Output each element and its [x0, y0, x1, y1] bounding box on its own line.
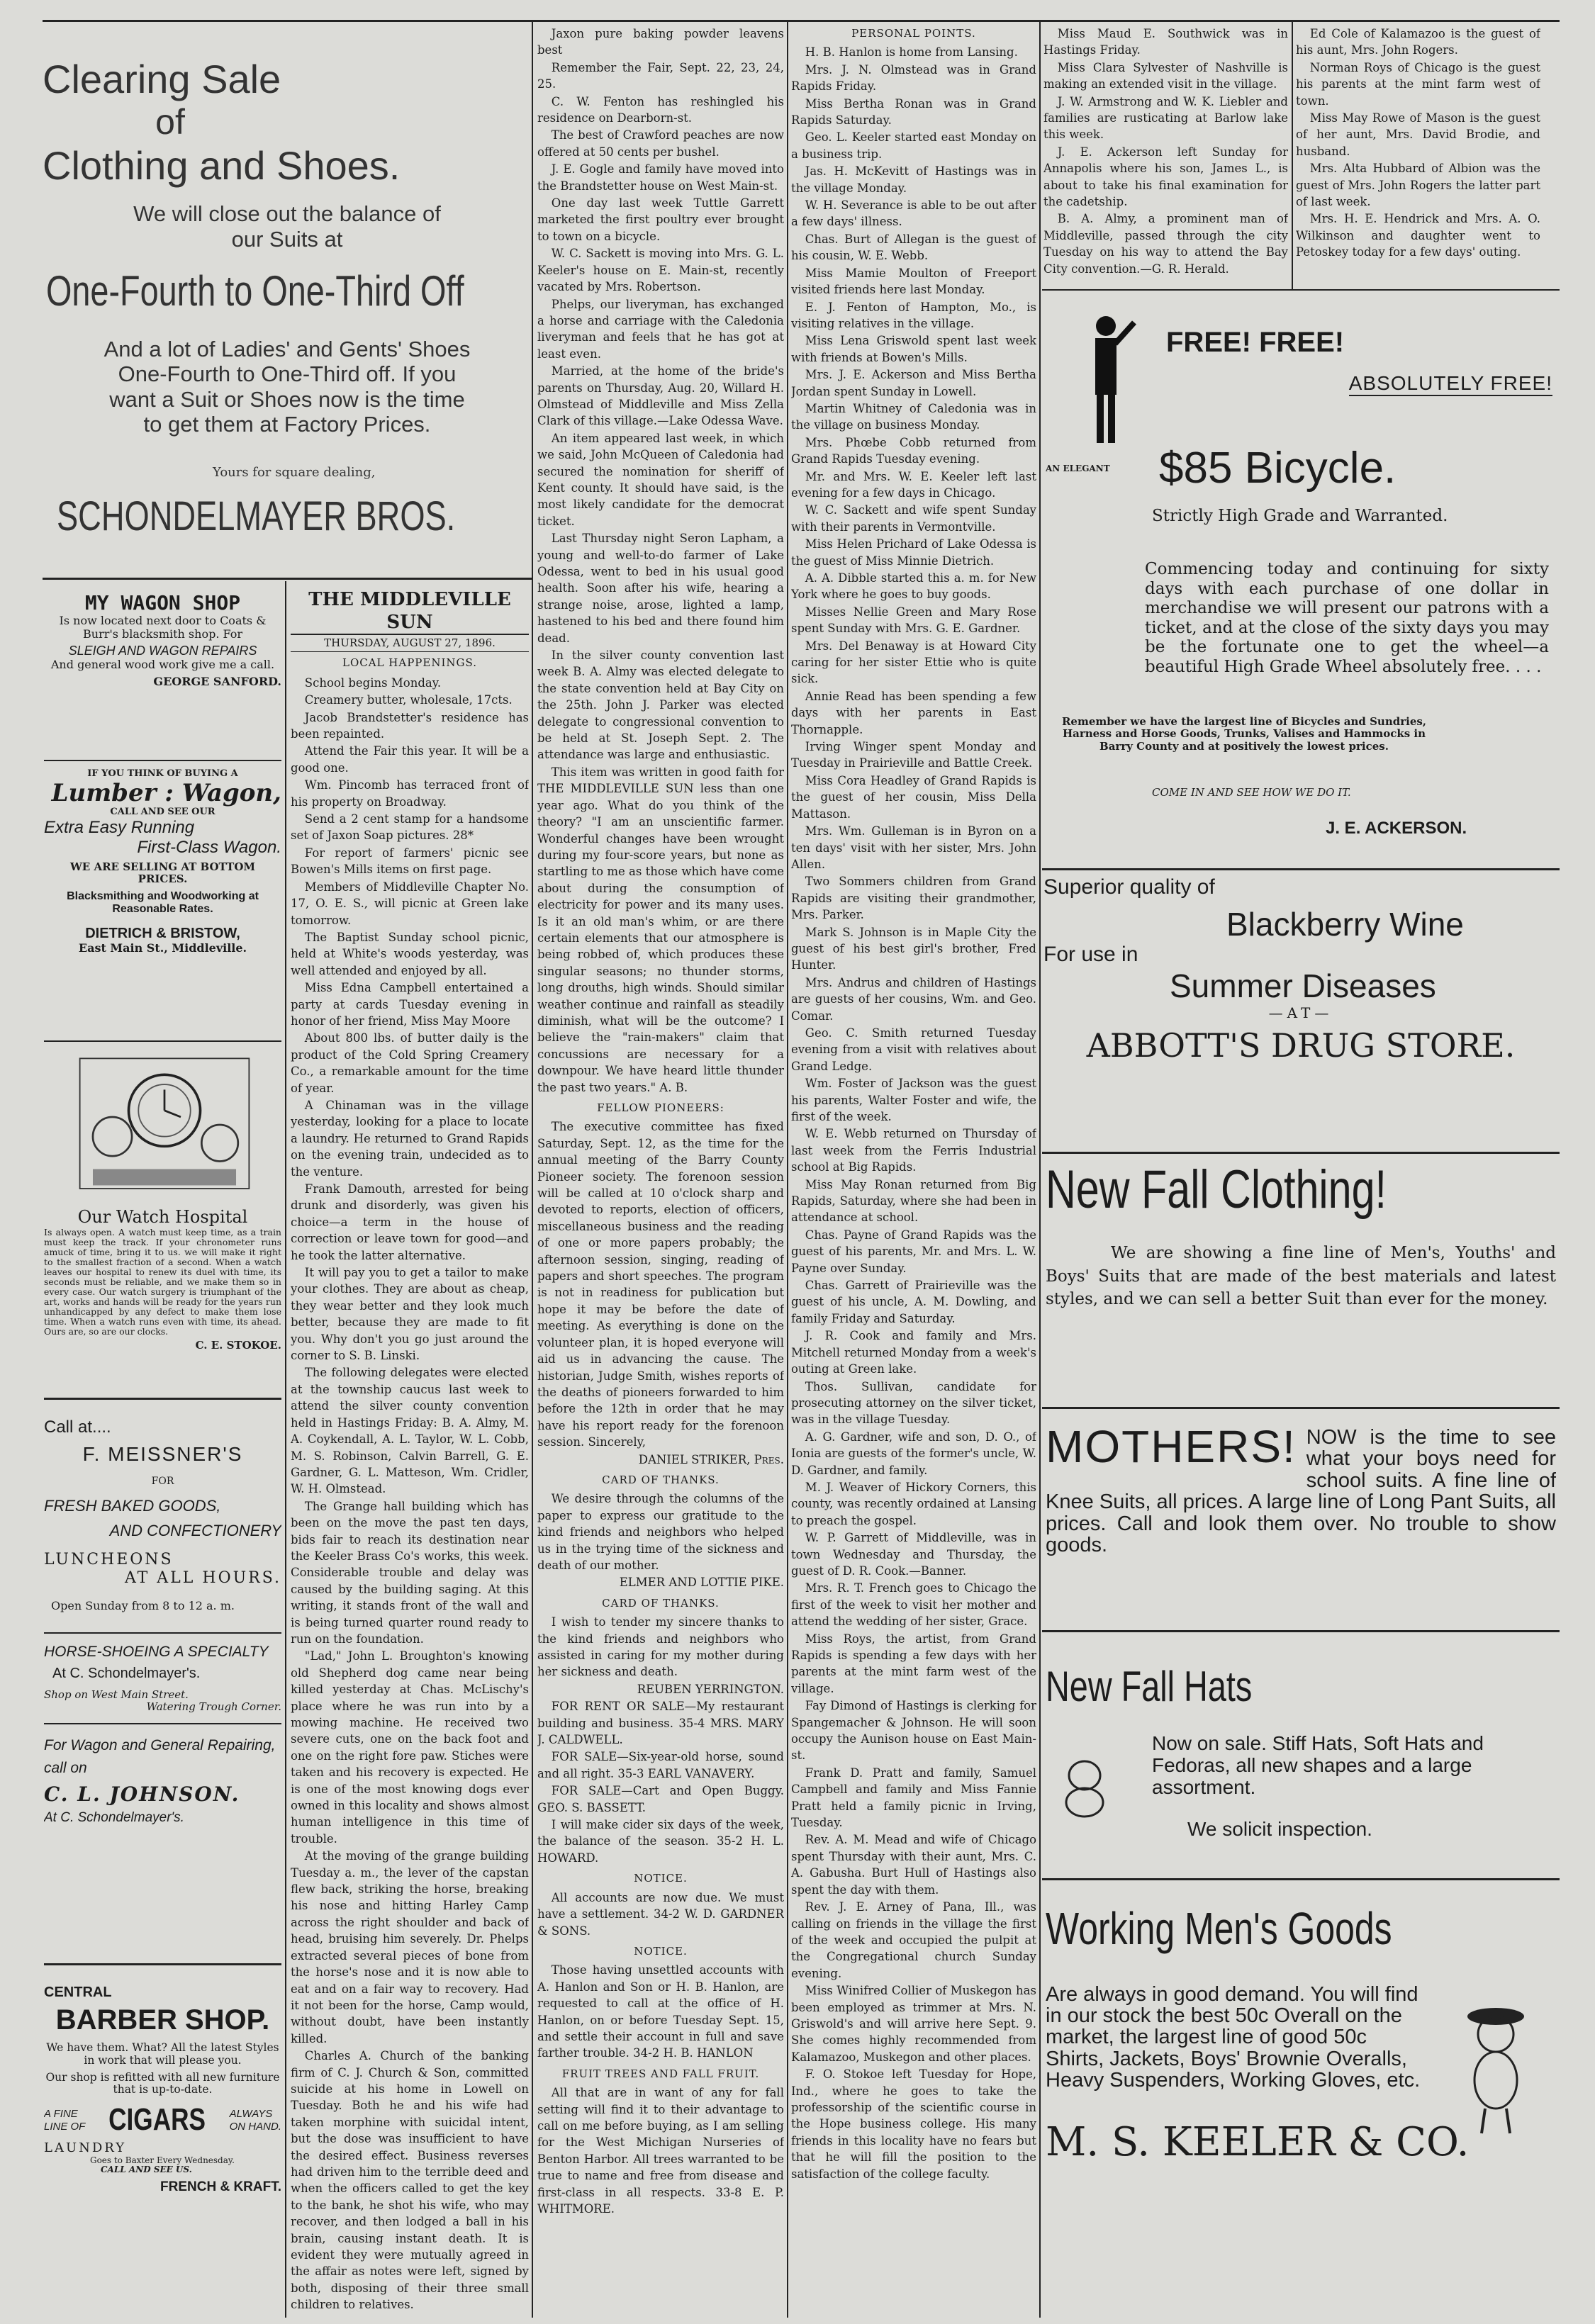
news-item: A Chinaman was in the village yesterday, looking for a place to locate a laundry. He returned to Grand Rapids on the evening train, undecided as to the venture. [291, 1098, 529, 1179]
ad-text: FOR [151, 1475, 174, 1487]
column-divider [1039, 21, 1041, 2318]
ad-text: CALL AND SEE OUR [110, 807, 216, 818]
personal-points-column [791, 26, 1036, 2318]
ad-text: Shop on West Main Street. [44, 1688, 189, 1701]
news-item: Miss Maud E. Southwick was in Hastings Friday. [1043, 27, 1288, 57]
ad-text: East Main St., Middleville. [78, 941, 247, 955]
section-rule [1042, 289, 1560, 291]
ad-signature: SCHONDELMAYER BROS. [57, 493, 456, 539]
ad-headline: Our Watch Hospital [77, 1207, 248, 1227]
fall-hats-ad [1046, 1648, 1556, 1868]
news-item: Those having unsettled accounts with A. Hanlon and Son or H. B. Hanlon, are requested to call at the office of H. Hanlon, on or before Tuesday Sept. 15, and settle their account in full and save farther trouble. 34-2 H. B. HANLON [537, 1963, 784, 2060]
ad-headline: CIGARS [108, 2102, 206, 2138]
ad-text: Strictly High Grade and Warranted. [1152, 507, 1448, 525]
ad-text: Goes to Baxter Every Wednesday. [90, 2155, 235, 2165]
ad-headline: Working Men's Goods [1046, 1903, 1392, 1954]
news-item: Wm. Foster of Jackson was the guest his parents, Walter Foster and wife, the first of the week. [791, 1077, 1036, 1123]
ad-text: AT ALL HOURS. [124, 1568, 281, 1587]
news-item: About 800 lbs. of butter daily is the product of the Cold Spring Creamery Co., a remarkable amount for the time of year. [291, 1031, 529, 1095]
section-rule [1042, 1152, 1560, 1154]
ad-headline: New Fall Hats [1046, 1663, 1253, 1710]
local-happenings-column [291, 588, 529, 2318]
ad-signature: C. E. STOKOE. [195, 1338, 281, 1352]
news-items-list [1043, 26, 1288, 277]
news-item: FOR RENT OR SALE—My restaurant building and business. 35-4 MRS. MARY J. CALDWELL. [537, 1700, 784, 1747]
item-heading: FELLOW PIONEERS: [597, 1101, 724, 1114]
item-signature: ELMER AND LOTTIE PIKE. [619, 1576, 784, 1590]
column-divider [285, 581, 286, 2318]
masthead-title: THE MIDDLEVILLE SUN [308, 589, 511, 633]
news-items-list [537, 26, 784, 2217]
news-item: C. W. Fenton has reshingled his residence on Dearborn-st. [537, 94, 784, 125]
bicycle-ad [1046, 301, 1556, 861]
news-item: Thos. Sullivan, candidate for prosecuting attorney on the silver ticket, was in the village Tuesday. [791, 1379, 1036, 1427]
lumber-wagon-ad [44, 769, 281, 1038]
ad-text: LUNCHEONS [44, 1551, 174, 1569]
ad-headline: FREE! FREE! [1166, 327, 1345, 358]
news-item: For report of farmers' picnic see Bowen's Mills items on first page. [291, 846, 529, 877]
ad-text: Our shop is refitted with all new furniture that is up-to-date. [45, 2070, 280, 2096]
news-item: Charles A. Church of the banking firm of C. J. Church & Son, committed suicide at his home in Lowell on Tuesday. Both he and his wife had taken morphine with suicidal intent, but the dose was insufficient to have the desired effect. Business reverses had driven him to the terrible deed and when the officers called to get the key to the bank, he shot his wife, who may recover, and then lodged a ball in his brain, causing instant death. It is evident they were mutually agreed in the affair as notes were left, signed by both, disposing of their three small children to relatives. [291, 2049, 529, 2312]
news-item: Frank Damouth, arrested for being drunk and disorderly, was given his choice—a term in the house of correction or leave town for good—and he took the latter alternative. [291, 1182, 529, 1262]
personal-items-list [791, 44, 1036, 2182]
section-heading: PERSONAL POINTS. [851, 27, 976, 40]
news-item: School begins Monday. [304, 675, 442, 690]
news-item: Mr. and Mrs. W. E. Keeler left last evening for a few days in Chicago. [791, 469, 1036, 500]
news-item: The Baptist Sunday school picnic, held at White's woods yesterday, was well attended and enjoyed by all. [291, 930, 529, 977]
issue-date: THURSDAY, AUGUST 27, 1896. [291, 634, 529, 652]
news-item: Rev. A. M. Mead and wife of Chicago spent Thursday with their aunt, Mrs. C. A. Gabusha. Burt Hull of Hastings also spent the day with them. [791, 1833, 1036, 1897]
item-heading: FRUIT TREES AND FALL FRUIT. [561, 2067, 760, 2080]
section-rule [43, 578, 532, 580]
ad-text: to get them at Factory Prices. [143, 412, 431, 437]
column-divider [787, 21, 788, 2318]
ad-text: Blacksmithing and Woodworking at Reasonable Rates. [67, 889, 259, 916]
news-item: Miss Edna Campbell entertained a party at cards Tuesday evening in honor of her friend, Miss May Moore [291, 981, 529, 1028]
ad-text: And general wood work give me a call. [50, 657, 275, 671]
news-item: Wm. Pincomb has terraced front of his property on Broadway. [291, 778, 529, 809]
news-column-5 [1043, 26, 1288, 288]
news-item: Send a 2 cent stamp for a handsome set of Jaxon Soap pictures. 28* [291, 812, 529, 843]
news-item: Miss Mamie Moulton of Freeport visited friends here last Monday. [791, 266, 1036, 297]
ad-text: At C. Schondelmayer's. [52, 1665, 201, 1681]
news-item: Frank D. Pratt and family, Samuel Campbell and family and Miss Fannie Pratt held a family picnic in Irving, Tuesday. [791, 1766, 1036, 1830]
ad-headline: ABSOLUTELY FREE! [1349, 372, 1552, 396]
news-item: We desire through the columns of the paper to express our gratitude to the kind friends and neighbors who helped us in the trying time of the sickness and death of our mother. [537, 1492, 784, 1572]
news-item: Miss May Rowe of Mason is the guest of her aunt, Mrs. David Brodie, and husband. [1296, 111, 1540, 158]
ad-signature: DIETRICH & BRISTOW, [85, 926, 240, 942]
ad-text: ALWAYS [229, 2108, 273, 2121]
ad-text: NOW is the time to see what your boys need for school suits. A fine line of Knee Suits, all prices. A large line of Long Pant Suits, all prices. Call and look them over. No trouble to show goods. [1046, 1426, 1556, 1557]
brownie-figure-illustration [1457, 1995, 1535, 2137]
news-item: Phelps, our liveryman, has exchanged a horse and carriage with the Caledonia liveryman and feels that he has got at least even. [537, 297, 784, 361]
news-item: Misses Nellie Green and Mary Rose spent Sunday with Mrs. G. E. Gardner. [791, 605, 1036, 636]
news-item: The Grange hall building which has been on the move the past ten days, bids fair to reach its destination near the Keeler Brass Co's works, this week. Considerable trouble and delay was caused by the building saging. At this writing, it stands front of the wall and is being turned quarter round ready to run on the foundation. [291, 1499, 529, 1646]
mothers-ad [1046, 1421, 1556, 1619]
news-item: H. B. Hanlon is home from Lansing. [805, 45, 1018, 60]
news-item: B. A. Almy, a prominent man of Middleville, passed through the city Tuesday on his way to attend the Bay City convention.—G. R. Herald. [1043, 212, 1288, 276]
ad-text: Is now located next door to Coats & Burr's blacksmith shop. For [59, 614, 267, 641]
ad-text: We are showing a fine line of Men's, Youths' and Boys' Suits that are made of the best materials and latest styles, and we can sell a better Suit than ever for the money. [1046, 1244, 1556, 1308]
ad-text: We have them. What? All the latest Styles in work that will please you. [46, 2041, 279, 2067]
ad-text: want a Suit or Shoes now is the time [109, 386, 465, 412]
news-item: At the moving of the grange building Tuesday a. m., the lever of the capstan flew back, striking the horse, breaking his nose and hitting Harley Camp across the right shoulder and back of head, bruising him severely. Dr. Phelps extracted several pieces of bone from the horse's nose and it is now able to eat and on a fair way to recovery. Had it not been for the horse, Camp would, without doubt, have been instantly killed. [291, 1849, 529, 2045]
news-item: W. E. Webb returned on Thursday of last week from the Ferris Industrial school at Big Rapids. [791, 1127, 1036, 1174]
news-item: Mrs. Alta Hubbard of Albion was the guest of Mrs. John Rogers the latter part of last week. [1296, 162, 1540, 209]
news-items-list [1296, 26, 1540, 261]
ad-rule [44, 1398, 281, 1400]
ad-text: And a lot of Ladies' and Gents' Shoes [103, 336, 471, 361]
clearing-sale-ad [43, 57, 532, 567]
ad-text: Watering Trough Corner. [146, 1700, 281, 1713]
ad-text: —AT— [1268, 1004, 1333, 1021]
ad-text: LAUNDRY [44, 2140, 127, 2155]
news-item: Last Thursday night Seron Lapham, a young and well-to-do farmer of Lake Odessa, went to bed in his usual good health. Soon after his wife, hearing a strange noise, arose, lighted a lamp, hastened to his bed and there found him dead. [537, 532, 784, 645]
section-rule [1042, 1878, 1560, 1880]
ad-headline: Clothing and Shoes. [43, 142, 401, 188]
ad-text: AN ELEGANT [1046, 464, 1110, 473]
news-item: Mrs. J. N. Olmstead was in Grand Rapids Friday. [791, 62, 1036, 94]
section-rule [1042, 1407, 1560, 1409]
news-item: Married, at the home of the bride's parents on Thursday, Aug. 20, Willard H. Olmstead of Middleville and Miss Zella Clark of this village.—Lake Odessa Wave. [537, 364, 784, 428]
news-item: Mrs. Wm. Gulleman is in Byron on a ten days' visit with her sister, Mrs. John Allen. [791, 824, 1036, 871]
ad-text: CALL AND SEE US. [101, 2165, 192, 2175]
news-item: Chas. Burt of Allegan is the guest of his cousin, W. E. Webb. [791, 232, 1036, 263]
news-item: Mrs. H. E. Hendrick and Mrs. A. O. Wilkinson and daughter went to Petoskey today for a few days' outing. [1296, 212, 1540, 259]
ad-text: A FINE [44, 2108, 78, 2121]
ad-headline: Blackberry Wine [1226, 905, 1464, 943]
news-item: Irving Winger spent Monday and Tuesday in Prairieville and Battle Creek. [791, 740, 1036, 770]
news-item: Mrs. J. E. Ackerson and Miss Bertha Jordan spent Sunday in Lowell. [791, 368, 1036, 398]
news-item: W. C. Sackett and wife spent Sunday with their parents in Vermontville. [791, 503, 1036, 534]
news-item: It will pay you to get a tailor to make your clothes. They are about as cheap, they wear better and they look much better, because they are made to fit you. Why don't you go just around the corner to S. B. Linski. [291, 1266, 529, 1363]
news-item: The executive committee has fixed Saturday, Sept. 12, as the time for the annual meeting of the Barry County Pioneer society. The forenoon session will be called at 10 o'clock sharp and devoted to reports, election of officers, miscellaneous business and the reading of one or more papers probably; the afternoon session, singing, reading of papers and short speeches. The program is not in readiness for publication but hope it may be before the date of meeting. As everything is done on the volunteer plan, it is hoped everyone will aid us in advancing the cause. The historian, Judge Smith, wishes reports of the deaths of pioneers forwarded to him before the 12th in order that he may have his report ready for the forenoon session. Sincerely, [537, 1120, 784, 1449]
news-item: Ed Cole of Kalamazoo is the guest of his aunt, Mrs. John Rogers. [1296, 27, 1540, 57]
ad-text: Are always in good demand. You will find in our stock the best 50c Overall on the market, the largest line of good 50c Shirts, Jackets, Boys' Brownie Overalls, Heavy Suspenders, Working Gloves, etc. [1046, 1982, 1421, 2092]
news-item: A. A. Dibble started this a. m. for New York where he goes to buy goods. [791, 571, 1036, 602]
news-item: This item was written in good faith for THE MIDDLEVILLE SUN less than one year ago. What do you think of the theory? "I am an unscientific farmer. Wonderful changes have been wrought during my four-score years, but none as startling to me as those which have come about during the consumption of electricity for power and its many uses. Is it an old man's whim, or are there certain elements that our atmosphere is being robbed of, which produces these singular seasons; no thunder storms, long drouths, high winds. Should similar weather continue and rainfall as steadily diminish, what will be the outcome? I believe the "rain-makers" claim that concussions are necessary for a downpour. We have heard little thunder the past two years." A. B. [537, 765, 784, 1094]
ad-text: Is always open. A watch must keep time, as a train must keep the track. If your chronometer runs amuck of time, bring it to us. we will make it right to the smallest fraction of a second. When a watch leaves our hospital to renew its duel with time, its seconds must be reliable, and we make them so in every case. Our watch surgery is triumphant of the art, works and hands will be ready for the years run unhandicapped by any defect to make them lose time. When a watch runs even with time, its ahead. Ours are, so are our clocks. [44, 1226, 281, 1337]
cigars-line [44, 2102, 281, 2138]
news-item: FOR SALE—Six-year-old horse, sound and all right. 35-3 EARL VANAVERY. [537, 1750, 784, 1780]
news-item: Norman Roys of Chicago is the guest his parents at the mint farm west of town. [1296, 60, 1540, 108]
ad-text: SLEIGH AND WAGON REPAIRS [68, 643, 257, 658]
news-item: Miss Lena Griswold spent last week with friends at Bowen's Mills. [791, 334, 1036, 364]
ad-text: COME IN AND SEE HOW WE DO IT. [1152, 786, 1351, 799]
news-item: Chas. Payne of Grand Rapids was the guest of his parents, Mr. and Mrs. L. W. Payne over Sunday. [791, 1228, 1036, 1275]
section-heading: LOCAL HAPPENINGS. [342, 656, 477, 670]
news-item: Fay Dimond of Hastings is clerking for Spangemacher & Johnson. He will soon occupy the Aunison house on East Main-st. [791, 1699, 1036, 1763]
news-item: The best of Crawford peaches are now offered at 50 cents per bushel. [537, 128, 784, 159]
ad-text: Now on sale. Stiff Hats, Soft Hats and Fedoras, all new shapes and a large assortment. [1152, 1732, 1484, 1798]
ad-text: Yours for square dealing, [213, 465, 376, 481]
ad-headline: $85 Bicycle. [1159, 444, 1397, 493]
news-item: W. C. Sackett is moving into Mrs. G. L. Keeler's house on E. Main-st, recently vacated by Mrs. Robertson. [537, 247, 784, 294]
item-heading: NOTICE. [634, 1944, 688, 1958]
news-item: Jaxon pure baking powder leavens best [537, 27, 784, 57]
ad-text: CENTRAL [44, 1985, 112, 2000]
news-item: J. E. Ackerson left Sunday for Annapolis where his son, James L., is about to take his final examination for the cadetship. [1043, 145, 1288, 209]
ad-rule [44, 1963, 281, 1965]
item-signature: DANIEL STRIKER, Pres. [638, 1452, 784, 1466]
item-heading: CARD OF THANKS. [602, 1473, 720, 1486]
news-item: The following delegates were elected at the township caucus last week to attend the silver county convention held in Hastings Friday: B. A. Almy, M. A. Coykendall, A. L. Taylor, W. L. Cobb, M. S. Robinson, Calvin Barrell, G. E. Gardner, G. L. Matteson, Wm. Cridler, W. H. Olmstead. [291, 1366, 529, 1496]
top-rule [43, 20, 1560, 22]
ad-text: IF YOU THINK OF BUYING A [87, 769, 238, 779]
news-item: Miss Clara Sylvester of Nashville is making an extended visit in the village. [1043, 60, 1288, 91]
news-item: Annie Read has been spending a few days with her parents in East Thornapple. [791, 689, 1036, 736]
column-divider [532, 21, 533, 2318]
dog-illustration [1060, 1754, 1109, 1818]
ad-text: ON HAND. [229, 2120, 281, 2133]
news-item: Geo. C. Smith returned Tuesday evening from a visit with relatives about Grand Ledge. [791, 1026, 1036, 1073]
ad-text: Extra Easy Running [44, 817, 195, 837]
ad-text: WE ARE SELLING AT BOTTOM PRICES. [69, 860, 256, 886]
ad-headline: HORSE-SHOEING A SPECIALTY [44, 1644, 269, 1661]
news-item: I will make cider six days of the week, the balance of the season. 35-2 H. L. HOWARD. [537, 1818, 784, 1865]
ad-text: At C. Schondelmayer's. [44, 1810, 184, 1826]
ad-headline: MY WAGON SHOP [84, 592, 241, 614]
item-heading: CARD OF THANKS. [602, 1596, 720, 1610]
news-item: Creamery butter, wholesale, 17cts. [304, 693, 513, 707]
ad-text: Open Sunday from 8 to 12 a. m. [51, 1599, 235, 1613]
news-item: Mark S. Johnson is in Maple City the guest of his best girl's brother, Fred Hunter. [791, 925, 1036, 972]
local-items-list [291, 675, 529, 2313]
news-item: Jas. H. McKevitt of Hastings was in the village Monday. [791, 164, 1036, 195]
news-item: Miss Helen Prichard of Lake Odessa is the guest of Miss Minnie Dietrich. [791, 537, 1036, 568]
ad-text: Commencing today and continuing for sixty days with each purchase of one dollar in merchandise we will present our patrons with a ticket, and at the close of the sixty days you may be the fortunate one to get the wheel—a beautiful High Grade Wheel absolutely free. . . . [1145, 560, 1549, 676]
ad-headline: New Fall Clothing! [1046, 1160, 1387, 1220]
news-item: J. E. Gogle and family have moved into the Brandstetter house on West Main-st. [537, 162, 784, 193]
news-item: Mrs. R. T. French goes to Chicago the first of the week to visit her mother and attend the wedding of her sister, Grace. [791, 1581, 1036, 1629]
ad-text: Superior quality of [1043, 875, 1215, 899]
man-with-megaphone-illustration [1074, 308, 1138, 450]
ad-text: We solicit inspection. [1187, 1818, 1372, 1840]
news-item: "Lad," John L. Broughton's knowing old Shepherd dog came near being killed yesterday at Chas. McLischy's place where he was run into by a mowing machine. He received two severe cuts, one on the back foot and one on the right fore paw. Stiches were taken and his recovery is expected. He is one of the most knowing dogs ever owned in this locality and shows almost human intelligence in this time of trouble. [291, 1649, 529, 1846]
news-item: M. J. Weaver of Hickory Corners, this county, was recently ordained at Lansing to preach the gospel. [791, 1480, 1036, 1527]
fall-clothing-ad [1046, 1159, 1556, 1400]
news-item: E. J. Fenton of Hampton, Mo., is visiting relatives in the village. [791, 300, 1036, 330]
news-item: Miss Bertha Ronan was in Grand Rapids Saturday. [791, 96, 1036, 128]
barber-shop-ad [44, 1985, 281, 2282]
news-item: Remember the Fair, Sept. 22, 23, 24, 25. [537, 60, 784, 91]
ad-headline: MOTHERS! [1046, 1421, 1297, 1472]
ad-text: our Suits at [231, 226, 343, 252]
ad-rule [44, 1040, 281, 1042]
item-signature: REUBEN YERRINGTON. [637, 1682, 784, 1696]
news-item: Miss Cora Headley of Grand Rapids is the guest of her cousin, Miss Della Mattason. [791, 773, 1036, 821]
section-rule [1042, 1630, 1560, 1632]
news-item: J. R. Cook and family and Mrs. Mitchell returned Monday from a week's outing at Green lake. [791, 1329, 1036, 1376]
blackberry-wine-ad [1042, 875, 1560, 1148]
news-item: Mrs. Del Benaway is at Howard City caring for her sister Ettie who is quite sick. [791, 639, 1036, 686]
ad-headline: Lumber : Wagon, [51, 778, 281, 807]
news-item: J. W. Armstrong and W. K. Liebler and families are rusticating at Barlow lake this week. [1043, 94, 1288, 142]
news-item: Rev. J. E. Arney of Pana, Ill., was calling on friends in the village the first of the week and occupied the pulpit at the Congregational church Sunday evening. [791, 1900, 1036, 1980]
news-item: In the silver county convention last week B. A. Almy was elected delegate to the state convention held at Bay City on the 25th. John J. Parker was elected delegate to congressional convention to be held at St. Joseph Sept. 2. The attendance was large and enthusiastic. [537, 649, 784, 762]
ad-text: For use in [1043, 943, 1138, 967]
news-column-3 [537, 26, 784, 2318]
working-mens-goods-ad [1046, 1889, 1556, 2286]
ad-text: We will close out the balance of [133, 201, 441, 227]
ad-headline: C. L. JOHNSON. [44, 1783, 240, 1807]
news-item: All that are in want of any for fall setting will find it to their advantage to call on me before buying, as I am selling for the West Michigan Nurseries of Benton Harbor. All trees warranted to be true to name and free from disease and first-class in all respects. 33-8 E. P. WHITMORE. [537, 2086, 784, 2216]
news-item: Miss Roys, the artist, from Grand Rapids is spending a few days with her parents at the mint farm west of the village. [791, 1632, 1036, 1695]
news-item: F. O. Stokoe left Tuesday for Hope, Ind., where he goes to take the professorship of the scientific course in the Hope business college. His many friends in this locality have no fears but that he will fill the position to the satisfaction of the college faculty. [791, 2067, 1036, 2181]
ad-rule [44, 1632, 281, 1634]
item-heading: NOTICE. [634, 1872, 688, 1885]
meissner-ad [44, 1418, 281, 1956]
news-column-6 [1296, 26, 1540, 288]
news-item: Mrs. Andrus and children of Hastings are guests of her cousins, Wm. and Geo. Comar. [791, 975, 1036, 1023]
ad-signature: GEORGE SANFORD. [153, 675, 281, 689]
clock-machinery-illustration [58, 1045, 271, 1205]
news-item: W. H. Severance is able to be out after a few days' illness. [791, 198, 1036, 229]
news-item: Miss Winifred Collier of Muskegon has been employed as trimmer at Mrs. N. Griswold's and will arrive here Sept. 9. She comes highly recommended from Kalamazoo, Muskegon and other places. [791, 1984, 1036, 2064]
news-item: Miss May Ronan returned from Big Rapids, Saturday, where she had been in attendance at school. [791, 1177, 1036, 1225]
news-item: All accounts are now due. We must have a settlement. 34-2 W. D. GARDNER & SONS. [537, 1890, 784, 1938]
ad-text: LINE OF [44, 2120, 86, 2133]
news-item: Geo. L. Keeler started east Monday on a business trip. [791, 130, 1036, 161]
news-item: W. P. Garrett of Middleville, was in town Wednesday and Thursday, the guest of D. R. Cook.—Banner. [791, 1531, 1036, 1578]
ad-text: of [155, 102, 185, 142]
ad-text: First-Class Wagon. [137, 837, 281, 857]
ad-text: FRESH BAKED GOODS, [44, 1496, 221, 1515]
ad-text: One-Fourth to One-Third off. If you [118, 361, 457, 387]
news-item: One day last week Tuttle Garrett marketed the first poultry ever brought to town on a bicycle. [537, 196, 784, 243]
news-item: Members of Middleville Chapter No. 17, O. E. S., will picnic at Green lake tomorrow. [291, 880, 529, 927]
ad-signature: FRENCH & KRAFT. [160, 2179, 281, 2195]
section-rule [1042, 868, 1560, 870]
ad-signature: J. E. ACKERSON. [1326, 819, 1467, 838]
news-item: Chas. Garrett of Prairieville was the guest of his uncle, A. M. Dowling, and family Friday and Saturday. [791, 1279, 1036, 1325]
ad-text: Call at.... [44, 1418, 111, 1437]
news-item: Mrs. Phœbe Cobb returned from Grand Rapids Tuesday evening. [791, 435, 1036, 466]
ad-headline: Clearing Sale [43, 57, 281, 101]
watch-hospital-ad [44, 1045, 281, 1393]
column-divider [1292, 21, 1293, 291]
ad-headline: Summer Diseases [1170, 967, 1436, 1004]
ad-headline: BARBER SHOP. [55, 2004, 270, 2036]
news-item: A. G. Gardner, wife and son, D. O., of Ionia are guests of the former's uncle, W. D. Gardner, and family. [791, 1430, 1036, 1477]
news-item: An item appeared last week, in which we said, John McQueen of Caledonia had secured the nomination for sheriff of Kent county. It should have said, is the most likely candidate for the democrat ticket. [537, 431, 784, 528]
ad-text: For Wagon and General Repairing, call on [44, 1737, 276, 1776]
ad-text: Remember we have the largest line of Bicycles and Sundries, Harness and Horse Goods, Trunks, Valises and Hammocks in Barry County and at positively the lowest prices. [1061, 715, 1427, 753]
ad-rule [44, 1723, 281, 1724]
wagon-shop-ad [44, 592, 281, 755]
news-item: Jacob Brandstetter's residence has been repainted. [291, 710, 529, 741]
news-item: Attend the Fair this year. It will be a good one. [291, 744, 529, 775]
ad-headline: F. MEISSNER'S [82, 1442, 243, 1465]
news-item: I wish to tender my sincere thanks to the kind friends and neighbors who assisted in caring for my mother during her sickness and death. [537, 1615, 784, 1679]
news-item: Martin Whitney of Caledonia was in the village on business Monday. [791, 401, 1036, 432]
ad-text: AND CONFECTIONERY [109, 1522, 281, 1540]
ad-rule [44, 760, 281, 761]
news-item: FOR SALE—Cart and Open Buggy. GEO. S. BASSETT. [537, 1784, 784, 1814]
ad-headline: ABBOTT'S DRUG STORE. [1086, 1026, 1516, 1065]
ad-signature: M. S. KEELER & CO. [1046, 2118, 1470, 2165]
ad-headline: One-Fourth to One-Third Off [46, 266, 464, 315]
news-item: Two Sommers children from Grand Rapids are visiting their grandmother, Mrs. Parker. [791, 875, 1036, 922]
